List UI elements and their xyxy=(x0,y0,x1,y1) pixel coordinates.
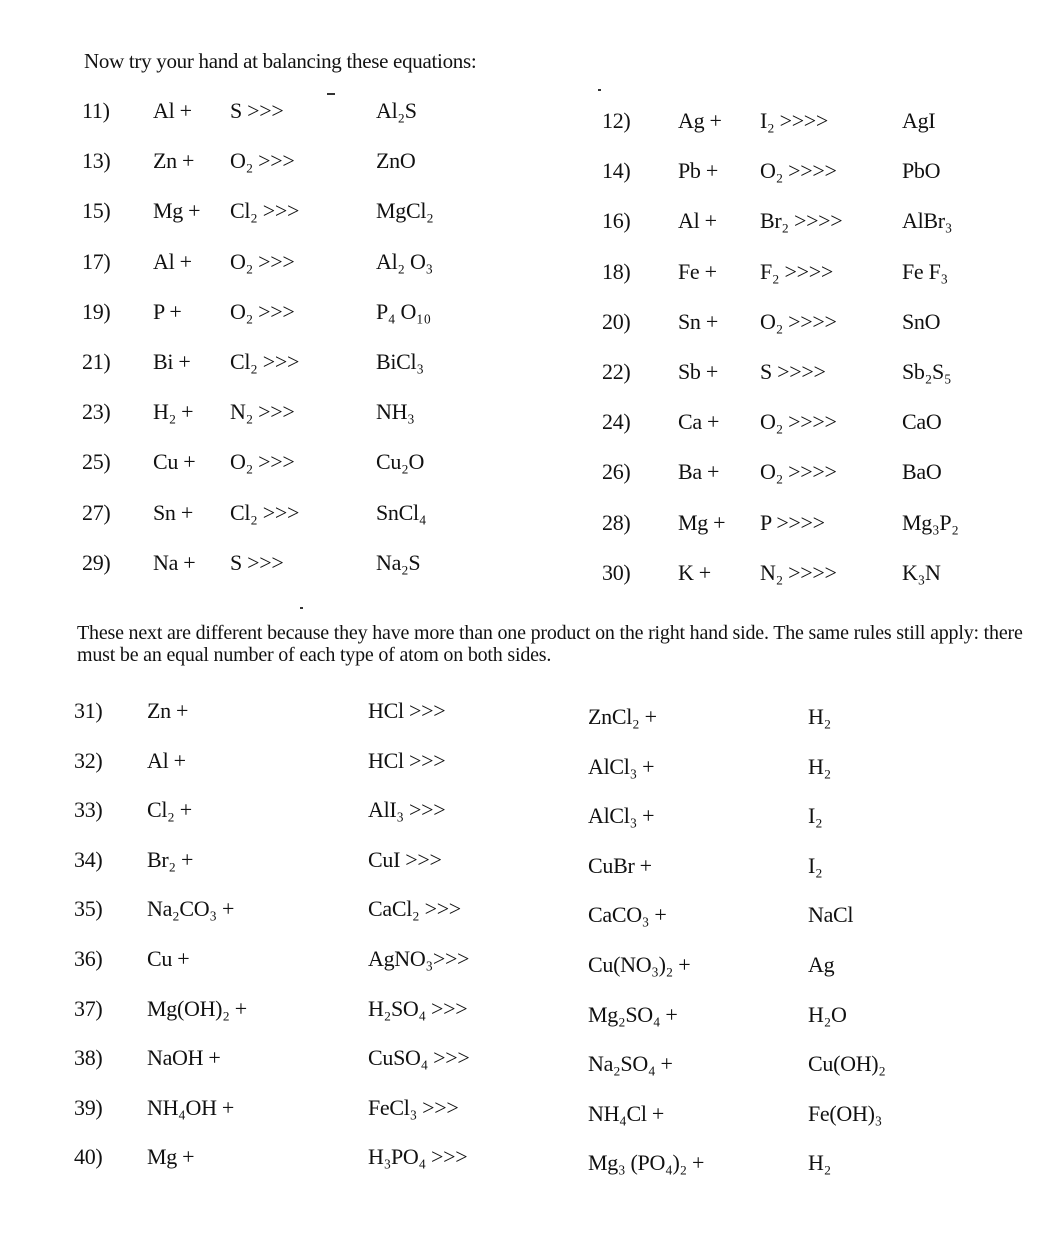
reactant-1: H₂ + xyxy=(153,399,194,425)
problem-number: 26) xyxy=(602,459,631,485)
reactant-1: Zn + xyxy=(153,148,195,174)
reactant-2: N₂ >>> xyxy=(230,399,295,425)
reactant-2: H₂SO₄ >>> xyxy=(368,995,468,1021)
reactant-2: CaCl₂ >>> xyxy=(368,896,461,922)
problem-number: 14) xyxy=(602,158,631,184)
reactant-1: Mg(OH)₂ + xyxy=(147,995,247,1021)
reactant-2: O₂ >>>> xyxy=(760,409,837,435)
reactant-2: HCl >>> xyxy=(368,698,446,723)
problem-number: 39) xyxy=(74,1094,103,1120)
product-2: H₂ xyxy=(808,704,831,729)
problem-number: 15) xyxy=(82,198,111,224)
product-2: I₂ xyxy=(808,852,823,878)
product-1: Mg₂SO₄ + xyxy=(588,1001,678,1027)
problem-number: 28) xyxy=(602,509,631,535)
problem-number: 29) xyxy=(82,549,111,575)
reactant-1: Al + xyxy=(153,248,192,274)
reactant-2: S >>> xyxy=(230,549,284,575)
product: K₃N xyxy=(902,559,941,585)
reactant-1: Mg + xyxy=(678,509,726,535)
product-2: Cu(OH)₂ xyxy=(808,1051,886,1077)
reactant-2: N₂ >>>> xyxy=(760,559,837,585)
problem-number: 40) xyxy=(74,1144,103,1170)
multi-product-instructions: These next are different because they have more than one product on the right hand side. The same rules still apply: there must be an equal number of each type of atom on both sides. xyxy=(77,622,1023,666)
problem-number: 24) xyxy=(602,409,631,435)
scan-speck xyxy=(327,93,335,95)
product: SnO xyxy=(902,308,941,334)
product-1: NH₄Cl + xyxy=(588,1100,665,1126)
problem-number: 19) xyxy=(82,298,111,324)
product-1: ZnCl₂ + xyxy=(588,704,657,729)
problem-number: 16) xyxy=(602,208,631,234)
reactant-2: O₂ >>> xyxy=(230,298,295,324)
problem-number: 36) xyxy=(74,946,103,971)
problem-number: 38) xyxy=(74,1045,103,1071)
product: P₄ O₁₀ xyxy=(376,298,431,324)
reactant-1: Al + xyxy=(147,747,186,773)
product-1: Na₂SO₄ + xyxy=(588,1051,673,1077)
problem-number: 25) xyxy=(82,449,111,475)
reactant-2: O₂ >>> xyxy=(230,148,295,174)
reactant-2: FeCl₃ >>> xyxy=(368,1094,459,1120)
problem-number: 27) xyxy=(82,499,111,525)
product-2: Fe(OH)₃ xyxy=(808,1100,882,1126)
reactant-2: O₂ >>>> xyxy=(760,459,837,485)
product: Mg₃P₂ xyxy=(902,509,959,535)
product-2: H₂ xyxy=(808,753,831,779)
reactant-2: O₂ >>> xyxy=(230,449,295,475)
reactant-2: O₂ >>> xyxy=(230,248,295,274)
scan-speck xyxy=(598,89,601,91)
reactant-1: Mg + xyxy=(147,1144,195,1170)
reactant-1: Na + xyxy=(153,549,196,575)
reactant-2: S >>> xyxy=(230,98,284,123)
reactant-1: Pb + xyxy=(678,158,718,184)
reactant-2: F₂ >>>> xyxy=(760,258,833,284)
reactant-1: NH₄OH + xyxy=(147,1094,235,1120)
reactant-2: O₂ >>>> xyxy=(760,308,837,334)
product-1: CuBr + xyxy=(588,852,652,878)
reactant-1: Sn + xyxy=(153,499,193,525)
reactant-2: I₂ >>>> xyxy=(760,108,829,133)
product: SnCl₄ xyxy=(376,499,427,525)
reactant-2: Cl₂ >>> xyxy=(230,499,300,525)
product: Al₂ O₃ xyxy=(376,248,433,274)
problem-number: 12) xyxy=(602,108,631,133)
reactant-1: Ca + xyxy=(678,409,720,435)
problem-number: 20) xyxy=(602,308,631,334)
product-1: Cu(NO₃)₂ + xyxy=(588,952,691,977)
product-2: NaCl xyxy=(808,902,854,928)
product: AgI xyxy=(902,108,936,133)
problem-number: 13) xyxy=(82,148,111,174)
problem-number: 33) xyxy=(74,797,103,823)
product-2: H₂O xyxy=(808,1001,847,1027)
scan-speck xyxy=(300,607,303,609)
product: Sb₂S₅ xyxy=(902,359,952,384)
problem-number: 32) xyxy=(74,747,103,773)
product-1: AlCl₃ + xyxy=(588,753,655,779)
reactant-2: CuSO₄ >>> xyxy=(368,1045,470,1071)
reactant-1: Al + xyxy=(678,208,717,234)
reactant-1: Mg + xyxy=(153,198,201,224)
reactant-1: Sb + xyxy=(678,359,718,384)
reactant-1: Cu + xyxy=(147,946,190,971)
problem-number: 18) xyxy=(602,258,631,284)
product: Fe F₃ xyxy=(902,258,948,284)
product-2: H₂ xyxy=(808,1150,831,1176)
intro-heading: Now try your hand at balancing these equations: xyxy=(84,49,477,73)
problem-number: 35) xyxy=(74,896,103,922)
reactant-2: AlI₃ >>> xyxy=(368,797,446,823)
reactant-1: Na₂CO₃ + xyxy=(147,896,235,922)
product: Al₂S xyxy=(376,98,417,123)
product: BiCl₃ xyxy=(376,349,424,374)
reactant-2: S >>>> xyxy=(760,359,826,384)
reactant-1: Al + xyxy=(153,98,192,123)
reactant-2: Cl₂ >>> xyxy=(230,349,300,374)
reactant-2: CuI >>> xyxy=(368,846,442,872)
reactant-1: Br₂ + xyxy=(147,846,194,872)
problem-number: 22) xyxy=(602,359,631,384)
product: Cu₂O xyxy=(376,449,425,475)
product: BaO xyxy=(902,459,942,485)
reactant-2: Cl₂ >>> xyxy=(230,198,300,224)
reactant-1: Fe + xyxy=(678,258,717,284)
product-2: I₂ xyxy=(808,803,823,829)
reactant-2: HCl >>> xyxy=(368,747,446,773)
problem-number: 17) xyxy=(82,248,111,274)
product: MgCl₂ xyxy=(376,198,434,224)
reactant-2: Br₂ >>>> xyxy=(760,208,843,234)
problem-number: 37) xyxy=(74,995,103,1021)
product: AlBr₃ xyxy=(902,208,953,234)
reactant-1: Cl₂ + xyxy=(147,797,192,823)
problem-number: 30) xyxy=(602,559,631,585)
reactant-1: Sn + xyxy=(678,308,718,334)
reactant-1: Zn + xyxy=(147,698,189,723)
product: PbO xyxy=(902,158,941,184)
product-1: Mg₃ (PO₄)₂ + xyxy=(588,1150,705,1176)
problem-number: 34) xyxy=(74,846,103,872)
product-2: Ag xyxy=(808,952,835,977)
reactant-1: Bi + xyxy=(153,349,191,374)
reactant-1: NaOH + xyxy=(147,1045,221,1071)
reactant-1: Ag + xyxy=(678,108,722,133)
reactant-2: P >>>> xyxy=(760,509,825,535)
problem-number: 21) xyxy=(82,349,111,374)
reactant-1: Cu + xyxy=(153,449,196,475)
problem-number: 31) xyxy=(74,698,103,723)
product: ZnO xyxy=(376,148,416,174)
reactant-2: AgNO₃>>> xyxy=(368,946,470,971)
reactant-1: P + xyxy=(153,298,182,324)
problem-number: 11) xyxy=(82,98,110,123)
reactant-1: Ba + xyxy=(678,459,720,485)
product: NH₃ xyxy=(376,399,415,425)
reactant-1: K + xyxy=(678,559,711,585)
reactant-2: H₃PO₄ >>> xyxy=(368,1144,468,1170)
product-1: AlCl₃ + xyxy=(588,803,655,829)
reactant-2: O₂ >>>> xyxy=(760,158,837,184)
product: Na₂S xyxy=(376,549,421,575)
product-1: CaCO₃ + xyxy=(588,902,667,928)
product: CaO xyxy=(902,409,942,435)
problem-number: 23) xyxy=(82,399,111,425)
